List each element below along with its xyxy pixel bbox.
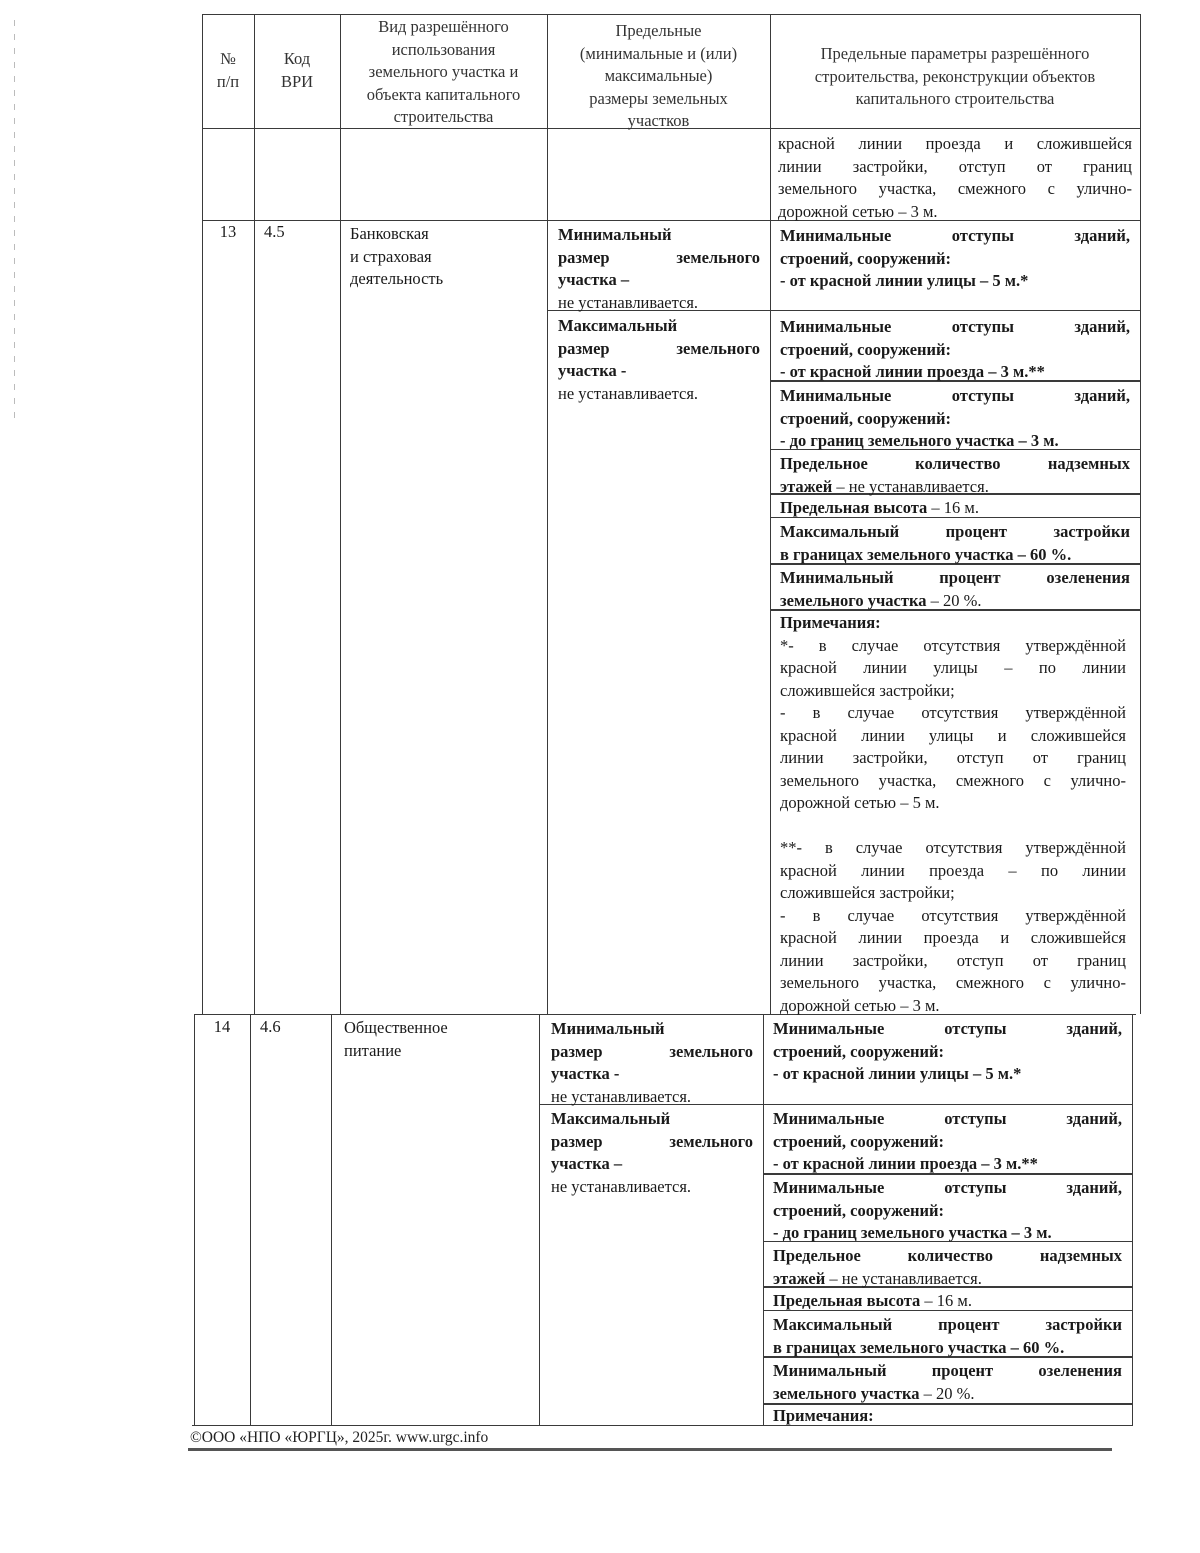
row14-setback-boundary: Минимальные отступы зданий, строений, сооружений: - до границ земельного участка – 3 м. <box>773 1178 1122 1242</box>
page-footer: ©ООО «НПО «ЮРГЦ», 2025г. www.urgc.info <box>190 1429 489 1446</box>
footer-rule <box>188 1448 1112 1451</box>
row13-height: Предельная высота – 16 м. <box>780 498 979 517</box>
row13-setback-street: Минимальные отступы зданий, строений, сооружений: - от красной линии улицы – 5 м.* <box>780 226 1130 290</box>
header-code: Код ВРИ <box>280 49 314 91</box>
row13-setback-passage: Минимальные отступы зданий, строений, сооружений: - от красной линии проезда – 3 м.** <box>780 317 1130 381</box>
row14-green-percent: Минимальный процент озеленения земельного участка – 20 %. <box>773 1361 1122 1403</box>
row14-code: 4.6 <box>260 1017 281 1036</box>
row13-code: 4.5 <box>264 222 285 241</box>
row14-building-percent: Максимальный процент застройки в границах земельного участка – 60 %. <box>773 1315 1122 1357</box>
row13-setback-boundary: Минимальные отступы зданий, строений, сооружений: - до границ земельного участка – 3 м. <box>780 386 1130 450</box>
row13-num: 13 <box>219 222 237 241</box>
header-params: Предельные параметры разрешённого строительства, реконструкции объектов капитального строительства <box>814 44 1096 108</box>
row13-min-size: Минимальный размер земельного участка – не устанавливается. <box>558 225 760 312</box>
header-size: Предельные (минимальные и (или) максимальные) размеры земельных участков <box>579 21 738 130</box>
row13-notes: Примечания: *- в случае отсутствия утверждённой красной линии улицы – по линии сложившейся застройки; - в случае отсутствия утверждённой красной линии улицы и сложившейся линии застройки, отступ от границ земельного участка, смежного с улично- дорожной сетью – 5 м. **- в случае отсутствия утверждённой красной линии проезда – по линии сложившейся застройки; - в случае отсутствия утверждённой красной линии проезда и сложившейся линии застройки, отступ от границ земельного участка, смежного с улично- дорожной сетью – 3 м. <box>780 613 1126 1015</box>
header-num: № п/п <box>216 49 240 91</box>
row14-notes: Примечания: <box>773 1406 874 1425</box>
row13-max-size: Максимальный размер земельного участка - не устанавливается. <box>558 316 760 403</box>
scan-margin-mark <box>14 20 15 420</box>
row14-setback-passage: Минимальные отступы зданий, строений, сооружений: - от красной линии проезда – 3 м.** <box>773 1109 1122 1173</box>
row14-num: 14 <box>213 1017 231 1036</box>
row14-floors: Предельное количество надземных этажей – не устанавливается. <box>773 1246 1122 1288</box>
continuation-text: красной линии проезда и сложившейся линии застройки, отступ от границ земельного участка, смежного с улично- дорожной сетью – 3 м. <box>778 134 1132 221</box>
row14-min-size: Минимальный размер земельного участка - не устанавливается. <box>551 1019 753 1106</box>
row14-setback-street: Минимальные отступы зданий, строений, сооружений: - от красной линии улицы – 5 м.* <box>773 1019 1122 1083</box>
row14-type: Общественное питание <box>344 1018 448 1060</box>
row13-green-percent: Минимальный процент озеленения земельного участка – 20 %. <box>780 568 1130 610</box>
row13-floors: Предельное количество надземных этажей – не устанавливается. <box>780 454 1130 496</box>
header-type: Вид разрешённого использования земельного участка и объекта капитального строительства <box>366 17 521 126</box>
row14-height: Предельная высота – 16 м. <box>773 1291 972 1310</box>
row13-building-percent: Максимальный процент застройки в границах земельного участка – 60 %. <box>780 522 1130 564</box>
row14-max-size: Максимальный размер земельного участка – не устанавливается. <box>551 1109 753 1196</box>
row13-type: Банковская и страховая деятельность <box>350 224 444 288</box>
